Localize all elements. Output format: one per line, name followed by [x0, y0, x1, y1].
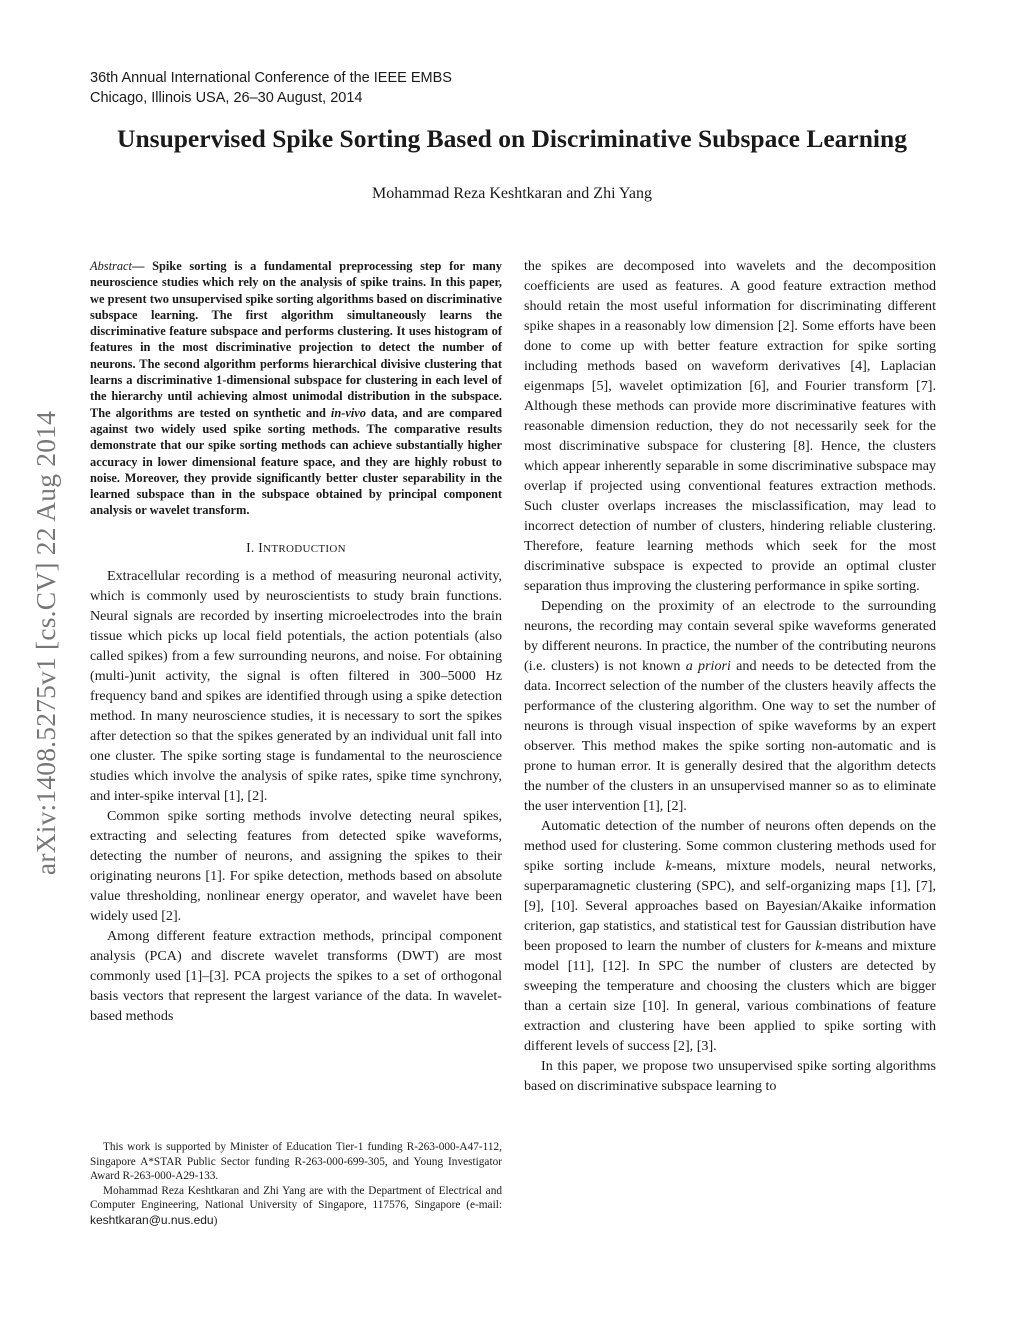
section-title-rest: NTRODUCTION — [263, 542, 346, 555]
footnote-affiliation-text: Mohammad Reza Keshtkaran and Zhi Yang are with the Department of Electrical and Computer Engineering, National University of Singapore, 117576, Singapore (e-mail: — [90, 1184, 502, 1211]
footnote-funding: This work is supported by Minister of Education Tier-1 funding R-263-000-A47-112, Singapore A*STAR Public Sector funding R-263-000-699-305, and Young Investigator Award R-263-000-A29-133. — [90, 1141, 502, 1182]
conference-line-2: Chicago, Illinois USA, 26–30 August, 2014 — [90, 90, 363, 106]
right-paragraph-3 — [524, 816, 936, 1056]
conference-line-1: 36th Annual International Conference of the IEEE EMBS — [90, 70, 452, 86]
abstract-label: Abstract — [90, 259, 132, 273]
right-paragraph-3-k2: k — [815, 938, 822, 954]
right-paragraph-2-a: Depending on the proximity of an electrode to the surrounding neurons, the recording may contain several spike waveforms generated by different neurons. In practice, the number of the contributing neurons (i.e. clusters) is not known — [524, 598, 936, 674]
conference-header — [90, 68, 452, 108]
abstract — [90, 258, 502, 519]
footnote-affiliation — [90, 1184, 502, 1229]
right-paragraph-3-c: -means and mixture model [11], [12]. In SPC the number of clusters are detected by sweeping the temperature and choosing the clusters which are bigger than a certain size [10]. In general, various combinations of feature extraction and clustering have been applied to spike sorting with different levels of success [2], [3]. — [524, 938, 937, 1054]
section-initial: I — [258, 539, 264, 555]
right-paragraph-3-k1: k — [665, 858, 672, 874]
intro-paragraph-3: Among different feature extraction methods, principal component analysis (PCA) and discrete wavelet transforms (DWT) are most commonly used [1]–[3]. PCA projects the spikes to a set of orthogonal basis vectors that represent the largest variance of the data. In wavelet-based methods — [90, 927, 502, 1024]
intro-paragraph-1: Extracellular recording is a method of measuring neuronal activity, which is commonly used by neuroscientists to study brain functions. Neural signals are recorded by inserting microelectrodes into the brain tissue which picks up local field potentials, the action potentials (also called spikes) from a few surrounding neurons, and noise. For obtaining (multi-)unit activity, the signal is often filtered in 300–5000 Hz frequency band and spikes are identified through using a spike detection method. In many neuroscience studies, it is necessary to sort the spikes after detection so that the spikes generated by an individual unit fall into one cluster. The spike sorting stage is fundamental to the neuroscience studies which involve the analysis of spike rates, spike time synchrony, and inter-spike interval [1], [2]. — [90, 567, 502, 804]
right-paragraph-2-b: and needs to be detected from the data. Incorrect selection of the number of the clusters heavily affects the performance of the clustering algorithm. One way to set the number of neurons is through visual inspection of spike waveforms by an expert observer. This method makes the spike sorting non-automatic and is prone to human error. It is generally desired that the algorithm detects the number of the clusters in an unsupervised manner so as to eliminate the user intervention [1], [2]. — [524, 658, 936, 814]
right-paragraph-3-a: Automatic detection of the number of neurons often depends on the method used for clustering. Some common clustering methods used for spike sorting include — [524, 818, 936, 874]
abstract-text-1: Spike sorting is a fundamental preprocessing step for many neuroscience studies which rely on the analysis of spike trains. In this paper, we present two unsupervised spike sorting algorithms based on discriminative subspace learning. The first algorithm simultaneously learns the discriminative feature subspace and performs clustering. It uses histogram of features in the most discriminative projection to detect the number of neurons. The second algorithm performs hierarchical divisive clustering that learns a discriminative 1-dimensional subspace for clustering in each level of the hierarchy until achieving almost unimodal distribution in the subspace. The algorithms are tested on synthetic and — [90, 259, 502, 420]
intro-paragraph-2: Common spike sorting methods involve detecting neural spikes, extracting and selecting features from detected spike waveforms, detecting the number of neurons, and assigning the spikes to their originating neurons [1]. For spike detection, methods based on absolute value thresholding, nonlinear energy operator, and wavelet have been widely used [2]. — [90, 807, 502, 924]
footnote-email[interactable]: keshtkaran@u.nus.edu — [90, 1212, 214, 1227]
right-column — [524, 256, 936, 1096]
right-paragraph-3-b: -means, mixture models, neural networks, superparamagnetic clustering (SPC), and self-organizing maps [1], [7], [9], [10]. Several approaches based on Bayesian/Akaike information criterion, gap statistics, and statistical test for Gaussian distribution have been proposed to learn the number of clusters for — [524, 858, 937, 954]
arxiv-stamp[interactable]: arXiv:1408.5275v1 [cs.CV] 22 Aug 2014 — [30, 410, 61, 876]
paper-title: Unsupervised Spike Sorting Based on Discriminative Subspace Learning — [117, 124, 907, 153]
section-number: I. — [246, 539, 259, 555]
section-heading-introduction — [90, 540, 502, 556]
left-column — [90, 258, 502, 1026]
right-paragraph-4: In this paper, we propose two unsupervised spike sorting algorithms based on discriminative subspace learning to — [524, 1058, 936, 1094]
abstract-text-2: data, and are compared against two widely used spike sorting methods. The comparative results demonstrate that our spike sorting methods can achieve substantially higher accuracy in lower dimensional feature space, and they are highly robust to noise. Moreover, they provide significantly better cluster separability in the learned subspace than in the subspace obtained by principal component analysis or wavelet transform. — [90, 405, 502, 518]
abstract-italic-term: in-vivo — [330, 405, 366, 420]
footnote-close: ) — [213, 1214, 218, 1227]
right-paragraph-1: the spikes are decomposed into wavelets and the decomposition coefficients are used as features. A good feature extraction method should retain the most useful information for discriminating different spike shapes in a reasonably low dimension [2]. Some efforts have been done to come up with better feature extraction for spike sorting including methods based on waveform derivatives [4], Laplacian eigenmaps [5], wavelet optimization [6], and Fourier transform [7]. Although these methods can provide more discriminative features with reasonable dimension reduction, they do not necessarily seek for the most discriminative subspace for clustering [8]. Hence, the clusters which appear inherently separable in some discriminative subspace may overlap if projected using conventional features extraction methods. Such cluster overlaps increases the misclassification, may lead to incorrect detection of number of clusters, hindering reliable clustering. Therefore, feature learning methods which seek for the most discriminative subspace is expected to provide an optimal cluster separation thus improving the clustering performance in spike sorting. — [524, 258, 936, 594]
right-paragraph-2 — [524, 596, 936, 816]
footnote — [90, 1140, 502, 1228]
abstract-dash: — — [132, 259, 153, 273]
right-paragraph-2-italic: a priori — [685, 658, 731, 674]
paper-authors: Mohammad Reza Keshtkaran and Zhi Yang — [372, 185, 652, 202]
